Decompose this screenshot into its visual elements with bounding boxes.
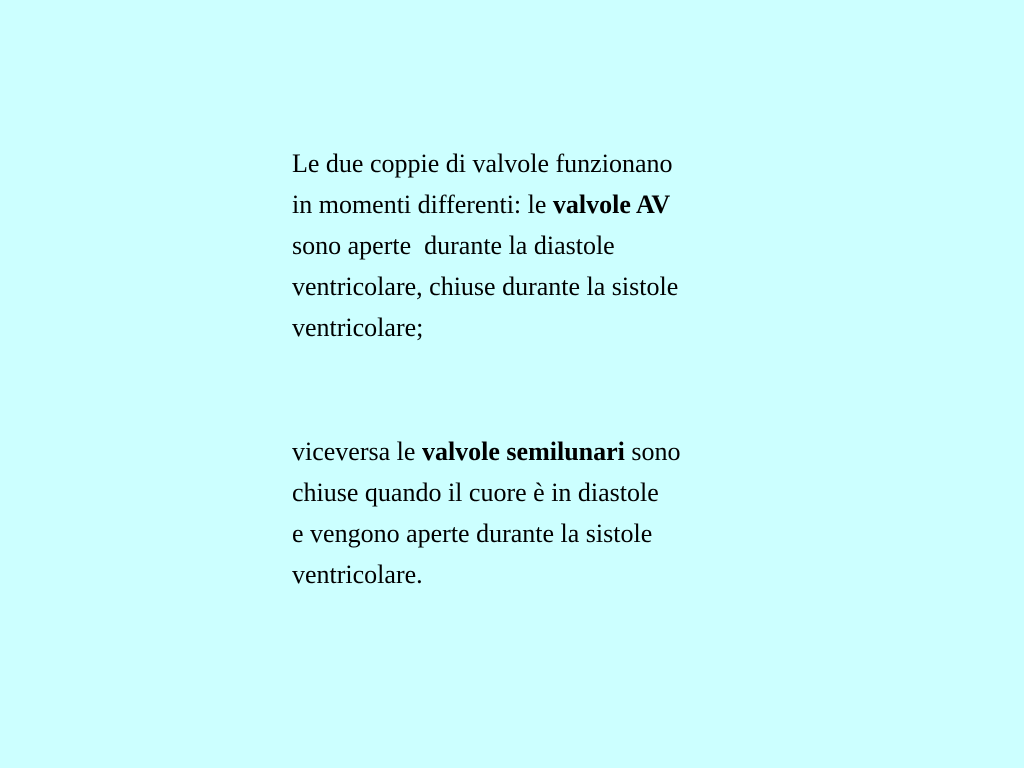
term-valvole-av: valvole AV bbox=[552, 190, 671, 219]
paragraph-2-line-4: ventricolare. bbox=[292, 560, 423, 589]
paragraph-1-line-2-text: in momenti differenti: le bbox=[292, 190, 553, 219]
paragraph-1-line-5: ventricolare; bbox=[292, 313, 424, 342]
paragraph-1-line-1: Le due coppie di valvole funzionano bbox=[292, 149, 673, 178]
paragraph-2-line-1 bbox=[292, 431, 832, 472]
paragraph-2-line-3: e vengono aperte durante la sistole bbox=[292, 519, 653, 548]
paragraph-2-line-2: chiuse quando il cuore è in diastole bbox=[292, 478, 659, 507]
paragraph-1-line-3: sono aperte durante la diastole bbox=[292, 231, 615, 260]
paragraph-1-line-2 bbox=[292, 184, 832, 225]
term-valvole-semilunari: valvole semilunari bbox=[421, 437, 625, 466]
paragraph-2-line-1-text-after: sono bbox=[624, 437, 681, 466]
paragraph-semilunar-valves bbox=[292, 431, 832, 595]
paragraph-2-line-1-text-before: viceversa le bbox=[292, 437, 422, 466]
paragraph-av-valves bbox=[292, 143, 832, 348]
paragraph-1-line-4: ventricolare, chiuse durante la sistole bbox=[292, 272, 679, 301]
